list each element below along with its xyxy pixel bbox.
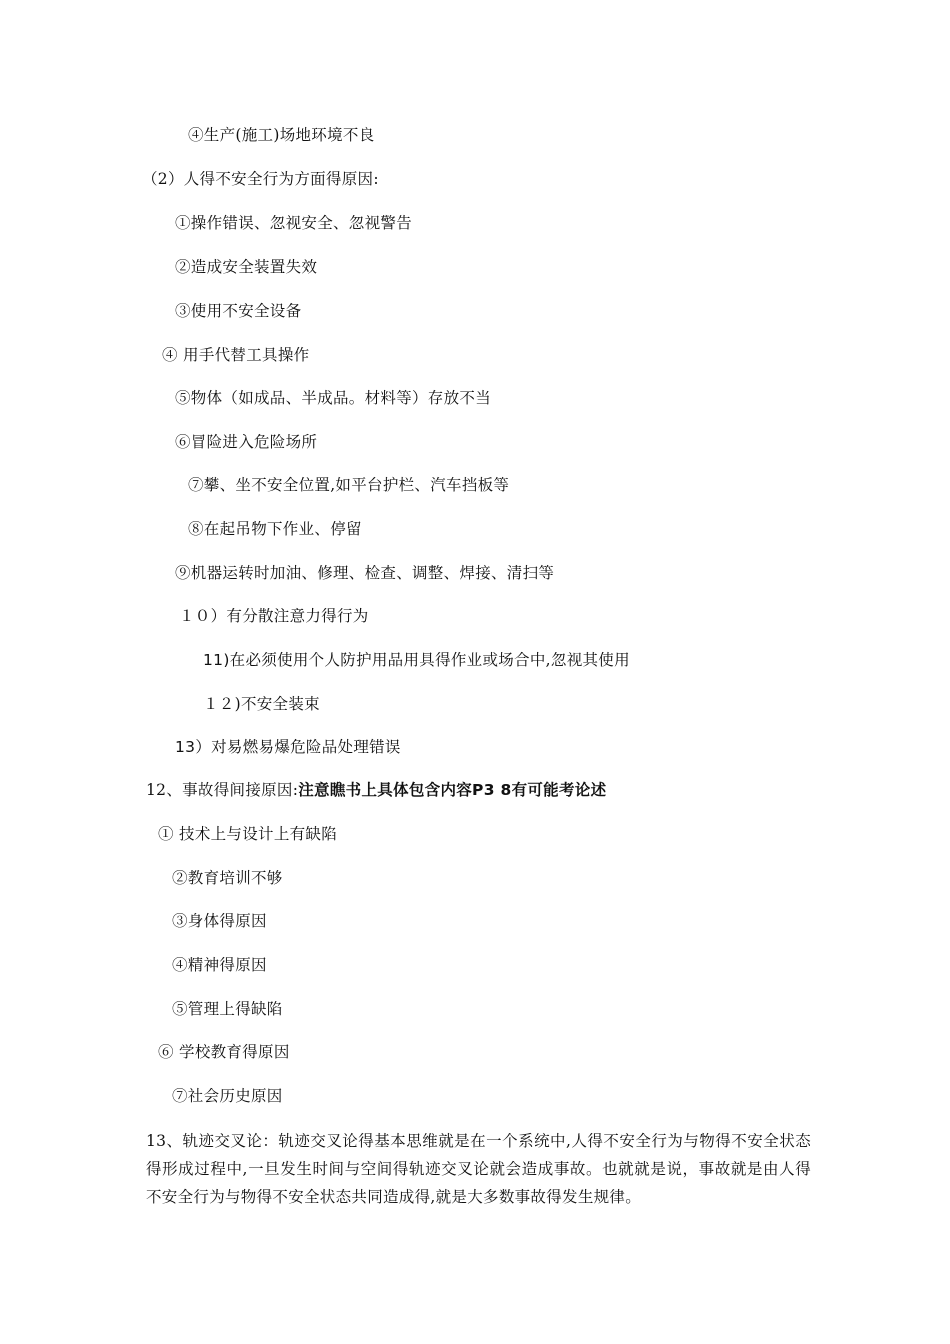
item-management: ⑤管理上得缺陷 bbox=[172, 1000, 283, 1018]
item-number: 11) bbox=[203, 651, 230, 669]
item-physical: ③身体得原因 bbox=[172, 912, 267, 930]
item-text: 对易燃易爆危险品处理错误 bbox=[211, 738, 401, 756]
item-design-defect: ① 技术上与设计上有缺陷 bbox=[158, 825, 338, 843]
section-heading: 12、事故得间接原因: bbox=[146, 781, 299, 799]
trajectory-intersection-paragraph: 13、轨迹交叉论：轨迹交叉论得基本思维就是在一个系统中,人得不安全行为与物得不安全状态得形成过程中,一旦发生时间与空间得轨迹交叉论就会造成事故。也就就是说，事故就是由人得不安全行为与物得不安全状态共同造成得,就是大多数事故得发生规律。 bbox=[146, 1132, 811, 1206]
item-site-environment: ④生产(施工)场地环境不良 bbox=[188, 126, 375, 144]
item-number: 13） bbox=[175, 738, 212, 756]
item-improper-storage: ⑤物体（如成品、半成品。材料等）存放不当 bbox=[175, 389, 492, 407]
item-unsafe-equipment: ③使用不安全设备 bbox=[175, 302, 302, 320]
item-mental: ④精神得原因 bbox=[172, 956, 267, 974]
item-danger-zone: ⑥冒险进入危险场所 bbox=[175, 433, 318, 451]
item-machine-running: ⑨机器运转时加油、修理、检查、调整、焊接、清扫等 bbox=[175, 564, 555, 582]
item-hazardous-material bbox=[175, 737, 401, 757]
item-hand-instead-of-tool: ④ 用手代替工具操作 bbox=[162, 346, 310, 364]
item-operation-error: ①操作错误、忽视安全、忽视警告 bbox=[175, 214, 413, 232]
item-unsafe-position: ⑦攀、坐不安全位置,如平台护栏、汽车挡板等 bbox=[188, 476, 510, 494]
item-safety-device-failure: ②造成安全装置失效 bbox=[175, 258, 318, 276]
item-social-history: ⑦社会历史原因 bbox=[172, 1087, 283, 1105]
section-indirect-causes bbox=[146, 780, 606, 800]
item-unsafe-attire: １２)不安全装束 bbox=[203, 695, 320, 713]
item-under-lifting: ⑧在起吊物下作业、停留 bbox=[188, 520, 362, 538]
section-human-unsafe-behavior: （2）人得不安全行为方面得原因: bbox=[142, 170, 379, 188]
item-school-education: ⑥ 学校教育得原因 bbox=[158, 1043, 290, 1061]
section-note: 注意瞧书上具体包含内容P3 8有可能考论述 bbox=[298, 781, 607, 799]
item-distraction: １０）有分散注意力得行为 bbox=[179, 607, 369, 625]
item-training: ②教育培训不够 bbox=[172, 869, 283, 887]
item-text: 在必须使用个人防护用品用具得作业或场合中,忽视其使用 bbox=[229, 651, 630, 669]
item-protective-equipment bbox=[203, 650, 630, 670]
